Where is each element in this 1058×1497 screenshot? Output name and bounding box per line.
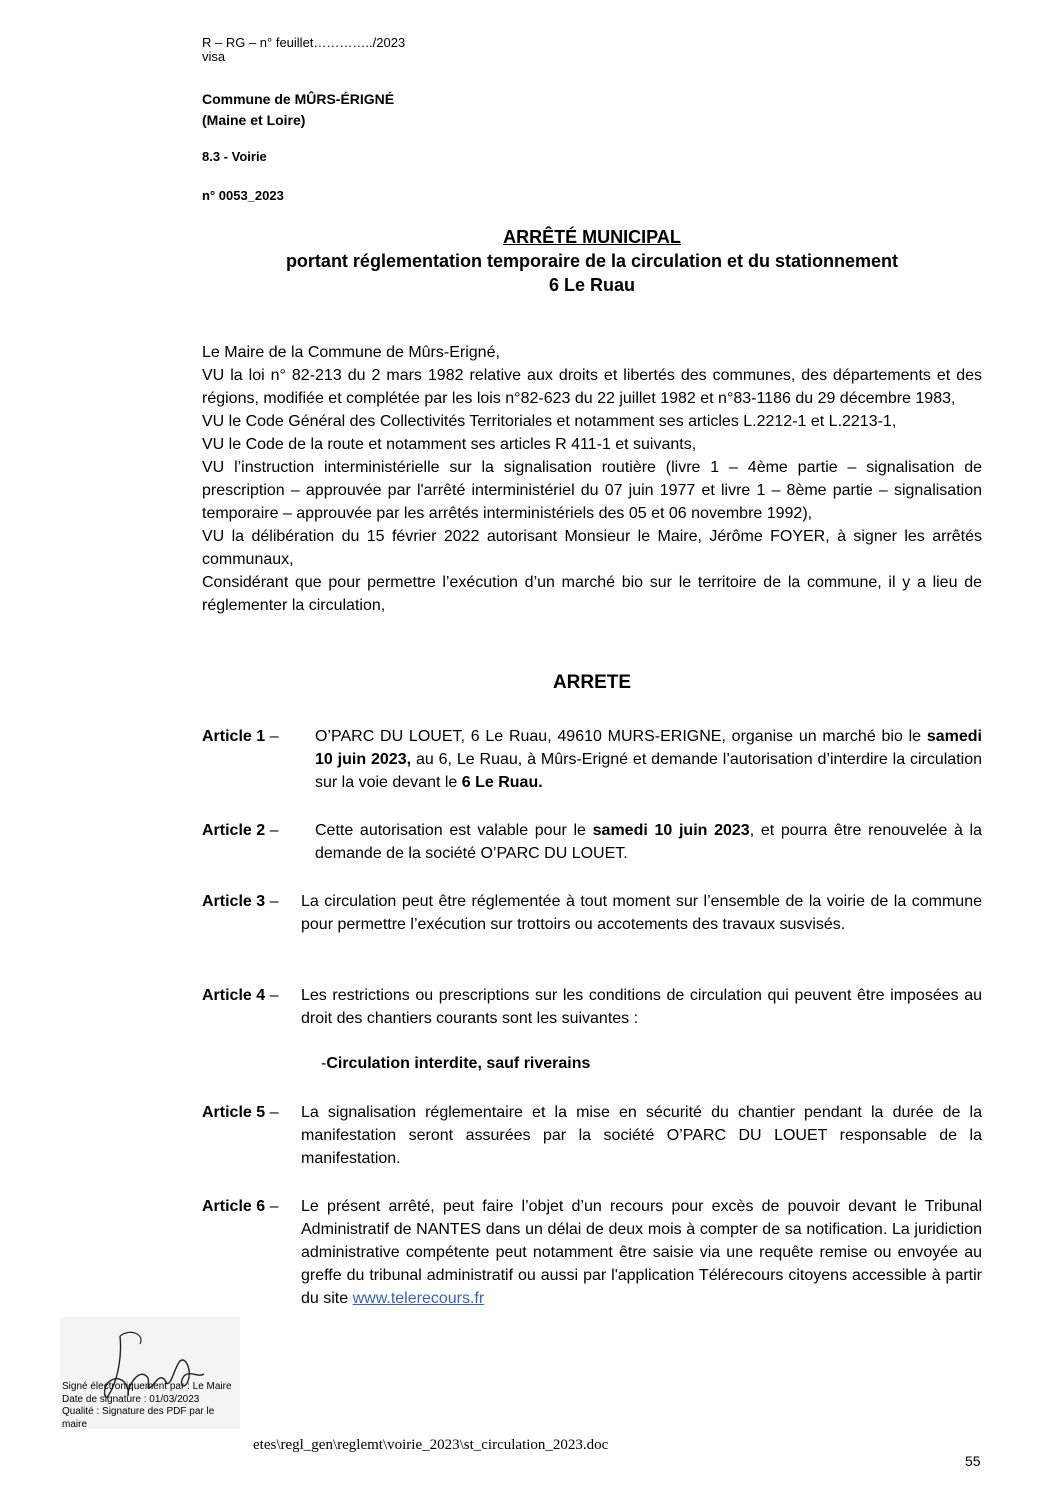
signature-info <box>62 1381 242 1431</box>
header-reference <box>202 34 405 65</box>
article-label: Article 6 – <box>202 1198 279 1215</box>
article-4 <box>202 984 982 1030</box>
article-3 <box>202 890 982 936</box>
article-6 <box>202 1195 982 1310</box>
article-body: Le présent arrêté, peut faire l’objet d’un recours pour excès de pouvoir devant le Tribunal Administratif de NANTES dans un délai de deux mois à compter de sa notification. La juridiction administrative compétente peut notamment être saisie via une requête remise ou envoyée au greffe du tribunal administratif ou aussi par l'application Télérecours citoyens accessible à partir du site www.telerecours.fr <box>301 1198 982 1307</box>
visa-label: visa <box>202 49 226 64</box>
preamble-line: VU la loi n° 82-213 du 2 mars 1982 relative aux droits et libertés des communes, des départements et des régions, modifiée et complétée par les lois n°82-623 du 22 juillet 1982 et n°83-1186 du 29 décembre 1983, <box>202 367 982 407</box>
title-location: 6 Le Ruau <box>548 275 636 295</box>
preamble-line: VU l’instruction interministérielle sur la signalisation routière (livre 1 – 4ème partie – signalisation de prescription – approuvée par l'arrêté interministériel du 07 juin 1977 et livre 1 – 8ème partie – signalisation temporaire – approuvée par les arrêtés interministériels des 05 et 06 novembre 1992), <box>202 459 982 522</box>
preamble-line: VU le Code de la route et notamment ses articles R 411-1 et suivants, <box>202 436 697 453</box>
commune-block <box>202 89 394 131</box>
file-path: etes\regl_gen\reglemt\voirie_2023\st_circulation_2023.doc <box>253 1437 609 1453</box>
arrete-heading: ARRETE <box>552 672 632 693</box>
page-number: 55 <box>965 1453 981 1469</box>
decree-title <box>202 225 982 297</box>
article-5 <box>202 1101 982 1170</box>
title-main: ARRÊTÉ MUNICIPAL <box>503 227 681 247</box>
preamble-line: VU la délibération du 15 février 2022 autorisant Monsieur le Maire, Jérôme FOYER, à signer les arrêtés communaux, <box>202 528 982 568</box>
article-body: Les restrictions ou prescriptions sur les conditions de circulation qui peuvent être imposées au droit des chantiers courants sont les suivantes : <box>301 987 982 1027</box>
article-body: O’PARC DU LOUET, 6 Le Ruau, 49610 MURS-ERIGNE, organise un marché bio le samedi 10 juin 2023, au 6, Le Ruau, à Mûrs-Erigné et demande l’autorisation d’interdire la circulation sur la voie devant le 6 Le Ruau. <box>315 728 983 791</box>
preamble-line: Considérant que pour permettre l’exécution d’un marché bio sur le territoire de la commune, il y a lieu de réglementer la circulation, <box>202 574 982 614</box>
article-label: Article 5 – <box>202 1104 279 1121</box>
telerecours-link[interactable]: www.telerecours.fr <box>352 1290 485 1307</box>
article-2 <box>202 819 982 865</box>
article-label: Article 2 – <box>202 822 279 839</box>
restriction-item: -Circulation interdite, sauf riverains <box>321 1055 591 1072</box>
title-subject: portant réglementation temporaire de la circulation et du stationnement <box>285 251 899 271</box>
preamble-line: VU le Code Général des Collectivités Territoriales et notamment ses articles L.2212-1 et L.2213-1, <box>202 413 897 430</box>
commune-name: Commune de MÛRS-ÉRIGNÉ <box>202 91 395 107</box>
article-body: La circulation peut être réglementée à tout moment sur l’ensemble de la voirie de la commune pour permettre l’exécution sur trottoirs ou accotements des travaux susvisés. <box>301 893 982 933</box>
article-label: Article 3 – <box>202 893 279 910</box>
decree-number: n° 0053_2023 <box>202 188 284 203</box>
signature-date: Date de signature : 01/03/2023 <box>62 1393 200 1405</box>
commune-region: (Maine et Loire) <box>202 112 306 128</box>
article-body: La signalisation réglementaire et la mise en sécurité du chantier pendant la durée de la manifestation seront assurées par la société O’PARC DU LOUET responsable de la manifestation. <box>301 1104 982 1167</box>
preamble-line: Le Maire de la Commune de Mûrs-Erigné, <box>202 344 500 361</box>
article-1 <box>202 725 982 794</box>
article-label: Article 4 – <box>202 987 279 1004</box>
reference-line: R – RG – n° feuillet…………../2023 <box>202 35 406 50</box>
signature-quality: Qualité : Signature des PDF par le maire <box>62 1406 215 1430</box>
preamble <box>202 341 982 617</box>
article-label: Article 1 – <box>202 728 279 745</box>
category-label: 8.3 - Voirie <box>202 149 267 164</box>
signature-signer: Signé électroniquement par : Le Maire <box>62 1381 232 1392</box>
article-body: Cette autorisation est valable pour le samedi 10 juin 2023, et pourra être renouvelée à la demande de la société O’PARC DU LOUET. <box>315 822 983 862</box>
